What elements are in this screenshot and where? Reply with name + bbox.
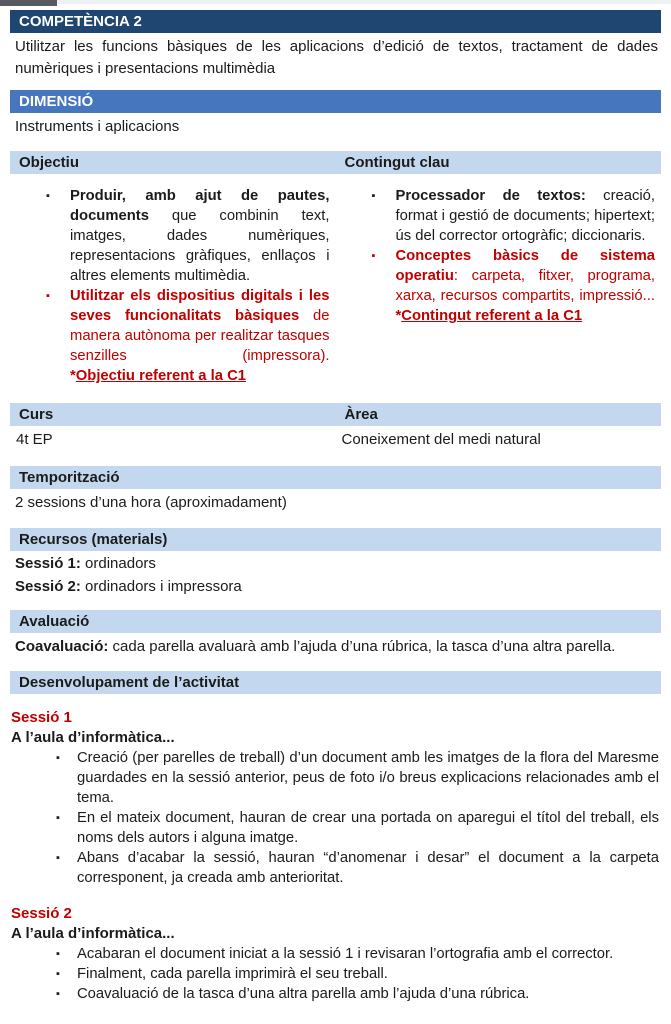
session-1-bullet-3: ▪ Abans d’acabar la sessió, hauran “d’anomenar i desar” el document a la carpeta corresponent, ja creada amb anterioritat. [10, 848, 661, 888]
objectiu-title: Objectiu [19, 154, 80, 171]
objectiu-bullet-1-bold: Produir, amb ajut de pautes, documents [70, 188, 330, 224]
contingut-note-star: * [395, 308, 402, 324]
area-value: Coneixement del medi natural [341, 431, 541, 448]
contingut-list [336, 186, 662, 386]
objectiu-bullet-2 [10, 286, 336, 386]
objectiu-bullet-1 [10, 186, 336, 286]
objectiu-list [10, 186, 336, 386]
recursos-title: Recursos (materials) [19, 531, 168, 548]
curs-title: Curs [19, 406, 54, 423]
recursos-header [10, 528, 661, 551]
contingut-bullet-1-rest: creació, format i gestió de documents; hipertext; ús del corrector ortogràfic; diccionaris. [395, 188, 655, 244]
dimensio-header [10, 90, 661, 113]
objectiu-bullet-2-rest: de manera autònoma per realitzar tasques senzilles (impressora). [70, 308, 330, 364]
recursos-item-1 [10, 553, 661, 574]
session-2-heading: Sessió 2 [11, 905, 72, 922]
dimensio-value: Instruments i aplicacions [15, 118, 180, 135]
dimensio-title: DIMENSIÓ [19, 93, 94, 110]
session-1-subheading: A l’aula d’informàtica... [11, 729, 175, 746]
objectiu-reference-note [70, 366, 330, 386]
avaluacio-label: Coavaluació: [15, 638, 109, 655]
contingut-note-text: Contingut referent a la C1 [401, 308, 583, 324]
recursos-item-2 [10, 576, 661, 597]
session-2-list [10, 944, 661, 1004]
session-2-subheading: A l’aula d’informàtica... [11, 925, 175, 942]
recursos-item-2-label: Sessió 2: [15, 578, 81, 595]
objectiu-bullet-2-bold: Utilitzar els dispositius digitals i les seves funcionalitats bàsiques [70, 288, 330, 324]
temporitzacio-value: 2 sessions d’una hora (aproximadament) [15, 494, 287, 511]
objectiu-note-star: * [70, 368, 76, 384]
competencia-title: COMPETÈNCIA 2 [19, 13, 142, 30]
contingut-bullet-2-rest: : carpeta, fitxer, programa, xarxa, recursos compartits, impressió... [395, 268, 655, 304]
session-2-bullet-1: ▪ Acabaran el document iniciat a la sessió 1 i revisaran l’ortografia amb el corrector. [10, 944, 661, 964]
session-1-heading: Sessió 1 [11, 709, 72, 726]
objectiu-contingut-header [10, 151, 661, 174]
curs-value: 4t EP [16, 431, 53, 448]
session-1-bullet-2: ▪ En el mateix document, hauran de crear una portada on aparegui el títol del treball, els noms dels autors i alguna imatge. [10, 808, 661, 848]
session-1 [10, 708, 661, 888]
competencia-header [10, 10, 661, 33]
temporitzacio-title: Temporització [19, 469, 120, 486]
session-2-bullet-2: ▪ Finalment, cada parella imprimirà el seu treball. [10, 964, 661, 984]
recursos-item-1-label: Sessió 1: [15, 555, 81, 572]
contingut-bullet-1 [336, 186, 662, 246]
recursos-item-2-value: ordinadors i impressora [80, 578, 242, 595]
desenvolupament-title: Desenvolupament de l’activitat [19, 674, 240, 691]
objectiu-note-text: Objectiu referent a la C1 [75, 368, 246, 384]
desenvolupament-header [10, 671, 661, 694]
recursos-item-1-value: ordinadors [80, 555, 156, 572]
session-1-bullet-1: ▪ Creació (per parelles de treball) d’un document amb les imatges de la flora del Maresme guardades en la sessió anterior, peus de foto i/o breus explicacions relacionades amb el tema. [10, 748, 661, 808]
avaluacio-value: cada parella avaluarà amb l’ajuda d’una rúbrica, la tasca d’una altra parella. [108, 638, 616, 655]
session-2 [10, 904, 661, 1004]
objectiu-contingut-body [10, 186, 661, 386]
avaluacio-text [10, 636, 661, 658]
contingut-bullet-2 [336, 246, 662, 326]
avaluacio-header [10, 610, 661, 633]
contingut-bullet-2-bold: Conceptes bàsics de sistema operatiu [395, 248, 655, 284]
temporitzacio-header [10, 466, 661, 489]
curs-area-header [10, 403, 661, 426]
session-1-list [10, 748, 661, 888]
objectiu-bullet-1-rest: que combinin text, imatges, dades numèriques, representacions gràfiques, enllaços i altres elements multimèdia. [70, 208, 330, 284]
avaluacio-title: Avaluació [19, 613, 90, 630]
contingut-title: Contingut clau [344, 154, 450, 171]
contingut-reference-note [396, 306, 656, 326]
contingut-bullet-1-bold: Processador de textos: [395, 188, 586, 204]
session-2-bullet-3: ▪ Coavaluació de la tasca d’una altra parella amb l’ajuda d’una rúbrica. [10, 984, 661, 1004]
curs-area-values [10, 429, 661, 450]
page-top-artifact [0, 0, 57, 6]
competencia-description: Utilitzar les funcions bàsiques de les aplicacions d’edició de textos, tractament de dades numèriques i presentacions multimèdia [15, 38, 658, 77]
area-title: Àrea [344, 406, 378, 423]
page-top-line [57, 0, 671, 4]
